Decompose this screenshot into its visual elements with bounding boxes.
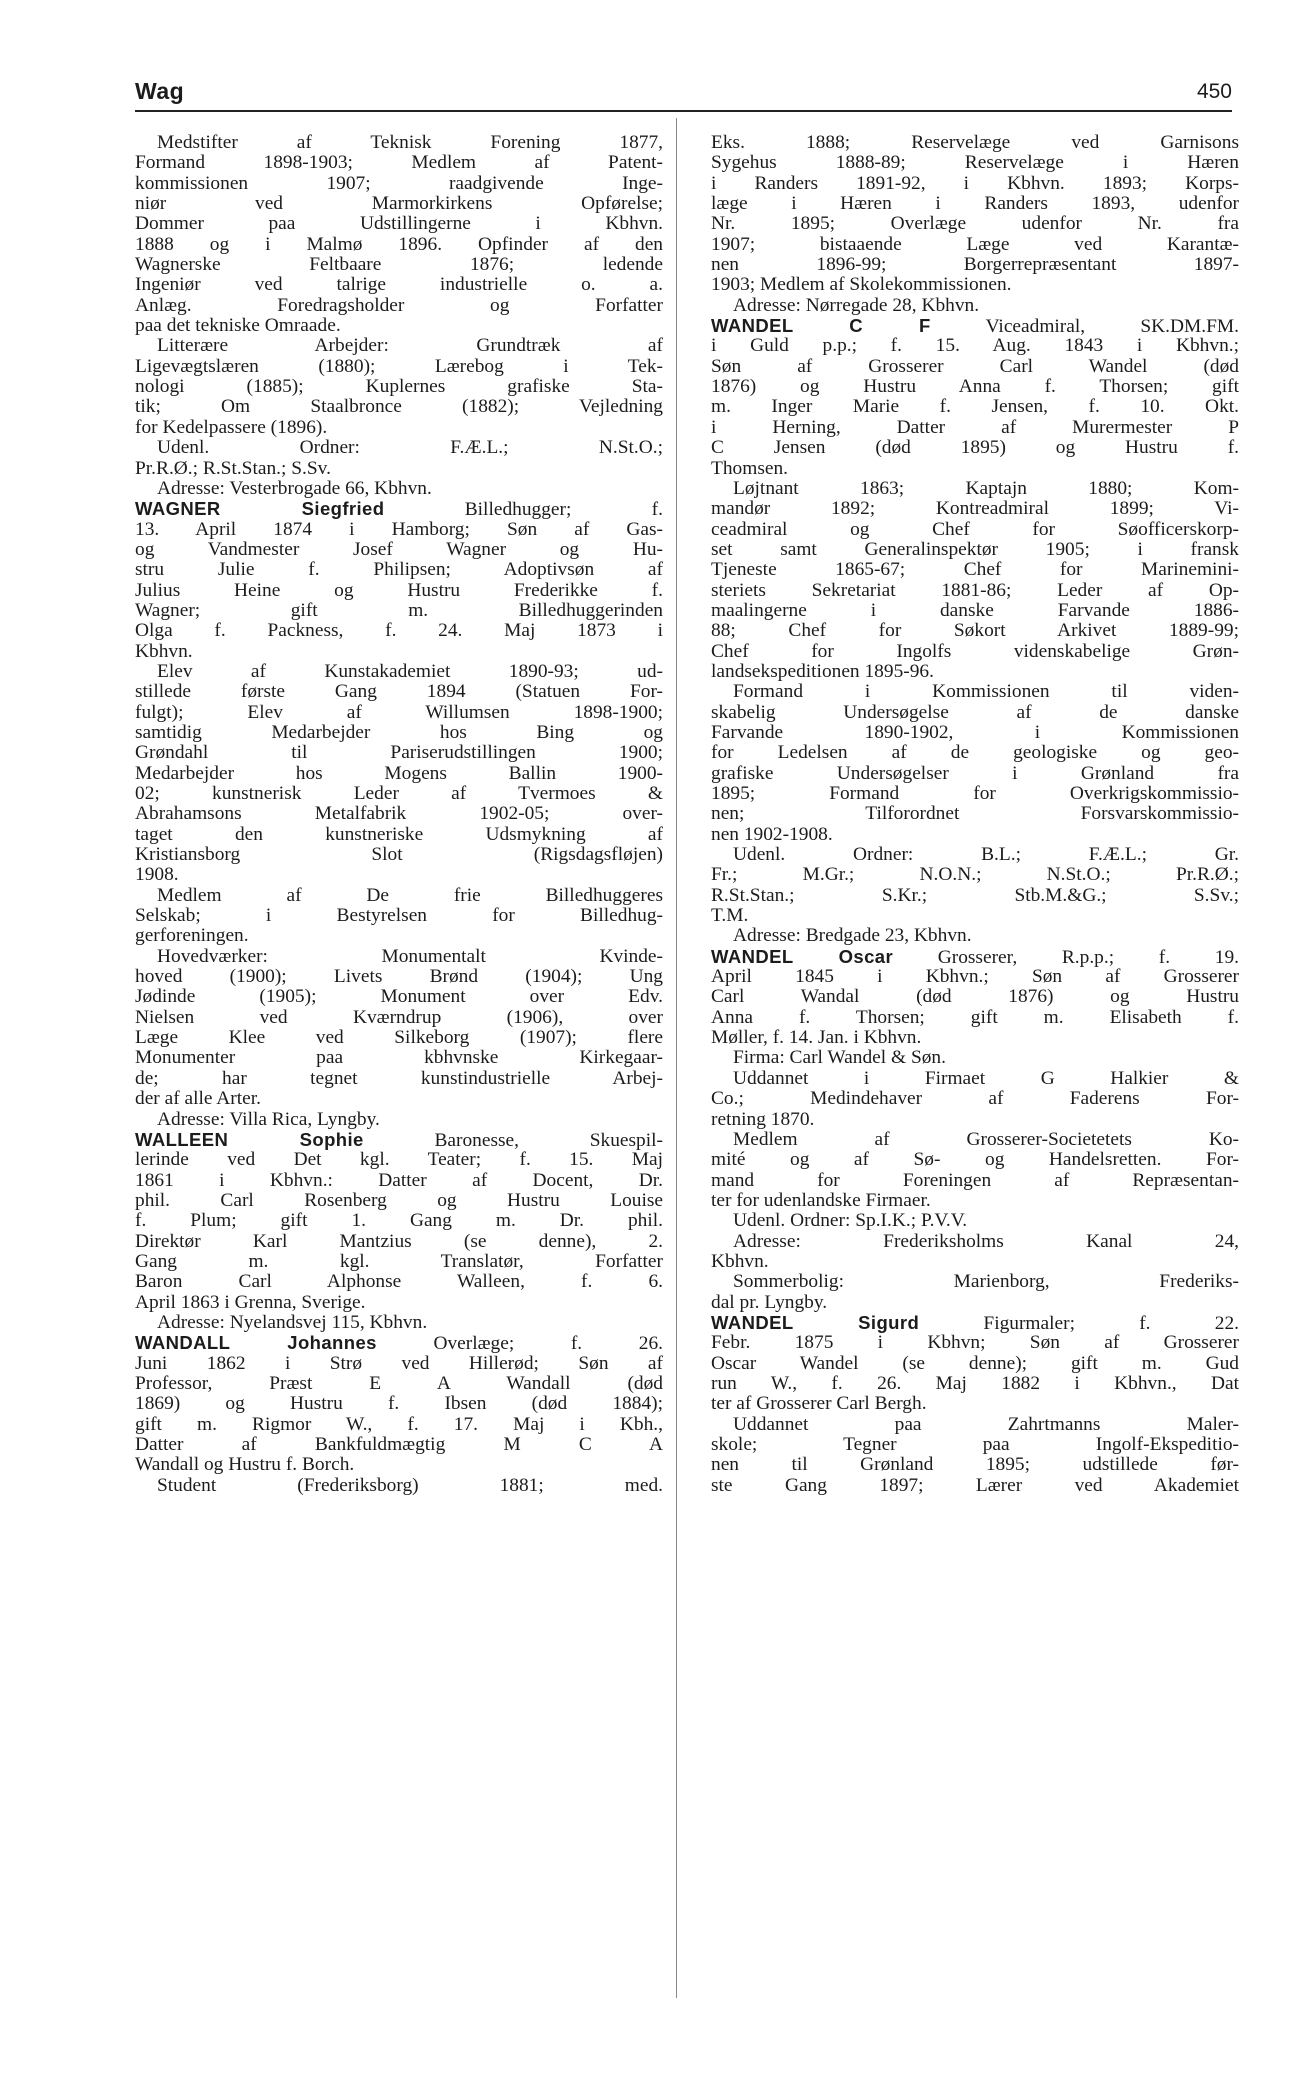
text-line	[711, 967, 1239, 987]
text-line	[711, 377, 1239, 397]
line-text: Professor, Præst E A Wandall (død	[135, 1372, 663, 1394]
text-line	[711, 1130, 1239, 1150]
text-line	[711, 540, 1239, 560]
line-text: retning 1870.	[711, 1108, 815, 1130]
line-text: steriets Sekretariat 1881-86; Leder af Op-	[711, 579, 1239, 601]
line-text: Figurmaler; f. 22.	[919, 1312, 1239, 1334]
line-text: Adresse: Nørregade 28, Kbhvn.	[733, 294, 980, 316]
text-line	[711, 235, 1239, 255]
line-text: Tjeneste 1865-67; Chef for Marinemini-	[711, 559, 1239, 581]
text-line	[135, 1293, 663, 1313]
line-text: kommissionen 1907; raadgivende Inge-	[135, 172, 663, 194]
line-text: nen 1902-1908.	[711, 823, 833, 845]
text-line	[135, 1415, 663, 1435]
line-text: Medstifter af Teknisk Forening 1877,	[157, 132, 663, 153]
text-line	[135, 1171, 663, 1191]
line-text: Student (Frederiksborg) 1881; med.	[157, 1474, 663, 1496]
entry-name: WANDEL Sigurd	[711, 1311, 920, 1333]
text-line	[135, 540, 663, 560]
line-text: Adresse: Frederiksholms Kanal 24,	[733, 1230, 1239, 1252]
text-line	[711, 1476, 1239, 1496]
text-line	[711, 621, 1239, 641]
line-text: de; har tegnet kunstindustrielle Arbej-	[135, 1067, 663, 1089]
text-line	[135, 1394, 663, 1414]
text-line	[135, 418, 663, 438]
text-line	[135, 581, 663, 601]
line-text: nologi (1885); Kuplernes grafiske Sta-	[135, 376, 663, 398]
line-text: maalingerne i danske Farvande 1886-	[711, 599, 1239, 621]
line-text: Overlæge; f. 26.	[376, 1333, 664, 1355]
line-text: Grøndahl til Pariserudstillingen 1900;	[135, 742, 663, 764]
line-text: mandør 1892; Kontreadmiral 1899; Vi-	[711, 498, 1239, 520]
text-line	[711, 865, 1239, 885]
text-line	[711, 926, 1239, 946]
text-line	[135, 377, 663, 397]
line-text: læge i Hæren i Randers 1893, udenfor	[711, 193, 1239, 215]
line-text: 1876) og Hustru Anna f. Thorsen; gift	[711, 376, 1239, 398]
entry-heading-line	[711, 1313, 1239, 1333]
text-line	[711, 784, 1239, 804]
text-line	[135, 1191, 663, 1211]
line-text: Dommer paa Udstillingerne i Kbhvn.	[135, 213, 663, 235]
text-line	[135, 214, 663, 234]
line-text: Udenl. Ordner: F.Æ.L.; N.St.O.;	[157, 437, 663, 459]
line-text: 13. April 1874 i Hamborg; Søn af Gas-	[135, 518, 663, 540]
line-text: i Herning, Datter af Murermester P	[711, 416, 1239, 438]
line-text: Carl Wandal (død 1876) og Hustru	[711, 986, 1239, 1008]
text-line	[711, 418, 1239, 438]
text-line	[135, 336, 663, 356]
text-line	[135, 703, 663, 723]
line-text: Wagnerske Feltbaare 1876; ledende	[135, 254, 663, 276]
line-text: 1895; Formand for Overkrigskommissio-	[711, 783, 1239, 804]
text-line	[135, 316, 663, 336]
line-text: i Randers 1891-92, i Kbhvn. 1893; Korps-	[711, 172, 1239, 194]
text-line	[135, 1354, 663, 1374]
text-line	[135, 845, 663, 865]
text-line	[711, 520, 1239, 540]
text-line	[711, 1028, 1239, 1048]
line-text: Uddannet i Firmaet G Halkier &	[733, 1067, 1239, 1089]
text-line	[135, 133, 663, 153]
text-line	[135, 1110, 663, 1130]
entry-heading-line	[711, 947, 1239, 967]
text-line	[711, 275, 1239, 295]
line-text: for Ledelsen af de geologiske og geo-	[711, 742, 1239, 764]
text-line	[711, 194, 1239, 214]
text-line	[711, 1069, 1239, 1089]
entry-heading-line	[711, 316, 1239, 336]
text-line	[711, 1455, 1239, 1475]
line-text: Kbhvn.	[135, 640, 193, 662]
text-line	[711, 1089, 1239, 1109]
text-line	[135, 1435, 663, 1455]
text-line	[135, 1313, 663, 1333]
text-line	[135, 397, 663, 417]
text-line	[711, 1191, 1239, 1211]
line-text: m. Inger Marie f. Jensen, f. 10. Okt.	[711, 396, 1239, 418]
line-text: Uddannet paa Zahrtmanns Maler-	[733, 1413, 1239, 1435]
text-line	[711, 804, 1239, 824]
line-text: Ingeniør ved talrige industrielle o. a.	[135, 274, 663, 296]
text-line	[135, 1232, 663, 1252]
line-text: lerinde ved Det kgl. Teater; f. 15. Maj	[135, 1149, 663, 1171]
line-text: Fr.; M.Gr.; N.O.N.; N.St.O.; Pr.R.Ø.;	[711, 864, 1239, 886]
text-line	[711, 1272, 1239, 1292]
text-line	[135, 967, 663, 987]
line-text: Jødinde (1905); Monument over Edv.	[135, 986, 663, 1008]
entry-heading-line	[135, 1130, 663, 1150]
line-text: samtidig Medarbejder hos Bing og	[135, 721, 663, 743]
line-text: Litterære Arbejder: Grundtræk af	[157, 335, 663, 357]
line-text: Olga f. Packness, f. 24. Maj 1873 i	[135, 620, 663, 642]
left-column	[135, 133, 663, 1496]
line-text: Julius Heine og Hustru Frederikke f.	[135, 579, 663, 601]
text-line	[711, 296, 1239, 316]
line-text: gerforeningen.	[135, 925, 249, 947]
line-text: Viceadmiral, SK.DM.FM.	[930, 316, 1239, 338]
line-text: stru Julie f. Philipsen; Adoptivsøn af	[135, 559, 663, 581]
line-text: Gang m. kgl. Translatør, Forfatter	[135, 1250, 663, 1272]
text-line	[135, 886, 663, 906]
page-number: 450	[1196, 80, 1232, 103]
line-text: Formand i Kommissionen til viden-	[733, 681, 1239, 703]
text-line	[711, 1415, 1239, 1435]
text-line	[711, 1354, 1239, 1374]
text-line	[711, 1048, 1239, 1068]
line-text: Sommerbolig: Marienborg, Frederiks-	[733, 1271, 1239, 1293]
text-line	[711, 336, 1239, 356]
text-line	[135, 153, 663, 173]
line-text: C Jensen (død 1895) og Hustru f.	[711, 437, 1239, 459]
entry-name: WANDALL Johannes	[135, 1332, 377, 1354]
text-line	[135, 825, 663, 845]
line-text: landsekspeditionen 1895-96.	[711, 660, 934, 682]
text-line	[135, 926, 663, 946]
line-text: skabelig Undersøgelse af de danske	[711, 701, 1239, 723]
text-line	[135, 1069, 663, 1089]
text-line	[711, 153, 1239, 173]
line-text: ter af Grosserer Carl Bergh.	[711, 1393, 927, 1415]
line-text: Adresse: Nyelandsvej 115, Kbhvn.	[157, 1311, 428, 1333]
text-line	[711, 845, 1239, 865]
text-line	[711, 743, 1239, 763]
line-text: Oscar Wandel (se denne); gift m. Gud	[711, 1352, 1239, 1374]
line-text: 1903; Medlem af Skolekommissionen.	[711, 274, 1012, 296]
line-text: hoved (1900); Livets Brønd (1904); Ung	[135, 966, 663, 988]
text-line	[711, 1374, 1239, 1394]
line-text: ter for udenlandske Firmaer.	[711, 1189, 931, 1211]
line-text: phil. Carl Rosenberg og Hustru Louise	[135, 1189, 663, 1211]
text-line	[711, 1333, 1239, 1353]
text-line	[135, 601, 663, 621]
line-text: gift m. Rigmor W., f. 17. Maj i Kbh.,	[135, 1413, 663, 1435]
line-text: nen 1896-99; Borgerrepræsentant 1897-	[711, 254, 1239, 276]
text-line	[135, 275, 663, 295]
text-line	[135, 459, 663, 479]
line-text: mité og af Sø- og Handelsretten. For-	[711, 1149, 1239, 1171]
text-line	[135, 1048, 663, 1068]
text-line	[135, 520, 663, 540]
entry-heading-line	[135, 499, 663, 519]
line-text: Thomsen.	[711, 457, 789, 479]
text-line	[135, 906, 663, 926]
text-line	[135, 1374, 663, 1394]
entry-name: WANDEL C F	[711, 315, 931, 337]
line-text: Co.; Medindehaver af Faderens For-	[711, 1088, 1239, 1110]
line-text: ste Gang 1897; Lærer ved Akademiet	[711, 1474, 1239, 1496]
line-text: mand for Foreningen af Repræsentan-	[711, 1169, 1239, 1191]
line-text: 88; Chef for Søkort Arkivet 1889-99;	[711, 620, 1239, 642]
line-text: Kbhvn.	[711, 1250, 769, 1272]
text-line	[711, 764, 1239, 784]
header-rule	[135, 110, 1232, 112]
line-text: paa det tekniske Omraade.	[135, 315, 341, 337]
running-header	[135, 78, 1232, 112]
line-text: f. Plum; gift 1. Gang m. Dr. phil.	[135, 1210, 663, 1232]
line-text: Eks. 1888; Reservelæge ved Garnisons	[711, 132, 1239, 153]
line-text: Juni 1862 i Strø ved Hillerød; Søn af	[135, 1352, 663, 1374]
text-line	[711, 1008, 1239, 1028]
line-text: Wagner; gift m. Billedhuggerinden	[135, 599, 663, 621]
line-text: Nr. 1895; Overlæge udenfor Nr. fra	[711, 213, 1239, 235]
line-text: Farvande 1890-1902, i Kommissionen	[711, 721, 1239, 743]
text-line	[711, 987, 1239, 1007]
line-text: Adresse: Villa Rica, Lyngby.	[157, 1108, 380, 1130]
text-line	[711, 1252, 1239, 1272]
text-line	[135, 1028, 663, 1048]
line-text: Adresse: Bredgade 23, Kbhvn.	[733, 925, 972, 947]
line-text: nen til Grønland 1895; udstillede før-	[711, 1454, 1239, 1476]
text-line	[135, 255, 663, 275]
line-text: Adresse: Vesterbrogade 66, Kbhvn.	[157, 477, 432, 499]
text-line	[135, 1150, 663, 1170]
text-line	[711, 703, 1239, 723]
text-line	[135, 865, 663, 885]
text-line	[711, 499, 1239, 519]
line-text: fulgt); Elev af Willumsen 1898-1900;	[135, 701, 663, 723]
text-line	[711, 601, 1239, 621]
text-line	[711, 397, 1239, 417]
line-text: 1908.	[135, 864, 179, 886]
line-text: taget den kunstneriske Udsmykning af	[135, 823, 663, 845]
line-text: stillede første Gang 1894 (Statuen For-	[135, 681, 663, 703]
text-line	[135, 723, 663, 743]
line-text: 02; kunstnerisk Leder af Tvermoes &	[135, 783, 663, 804]
line-text: Firma: Carl Wandel & Søn.	[733, 1047, 946, 1069]
line-text: der af alle Arter.	[135, 1088, 261, 1110]
line-text: Søn af Grosserer Carl Wandel (død	[711, 355, 1239, 377]
line-text: Febr. 1875 i Kbhvn; Søn af Grosserer	[711, 1332, 1239, 1354]
line-text: 1888 og i Malmø 1896. Opfinder af den	[135, 233, 663, 255]
line-text: 1861 i Kbhvn.: Datter af Docent, Dr.	[135, 1169, 663, 1191]
text-line	[711, 1293, 1239, 1313]
line-text: dal pr. Lyngby.	[711, 1291, 828, 1313]
entry-name: WANDEL Oscar	[711, 945, 894, 967]
line-text: Hovedværker: Monumentalt Kvinde-	[157, 945, 663, 967]
text-line	[711, 459, 1239, 479]
entry-heading-line	[135, 1333, 663, 1353]
line-text: Anna f. Thorsen; gift m. Elisabeth f.	[711, 1006, 1239, 1028]
text-line	[135, 296, 663, 316]
line-text: Medlem af De frie Billedhuggeres	[157, 884, 663, 906]
text-line	[711, 133, 1239, 153]
line-text: Direktør Karl Mantzius (se denne), 2.	[135, 1230, 663, 1252]
text-line	[135, 662, 663, 682]
text-line	[135, 194, 663, 214]
line-text: Kristiansborg Slot (Rigsdagsfløjen)	[135, 844, 663, 866]
entry-name: WAGNER Siegfried	[135, 498, 385, 520]
line-text: Monumenter paa kbhvnske Kirkegaar-	[135, 1047, 663, 1069]
text-line	[135, 1252, 663, 1272]
text-line	[135, 1476, 663, 1496]
text-line	[711, 682, 1239, 702]
text-line	[135, 479, 663, 499]
text-line	[711, 1232, 1239, 1252]
line-text: Baronesse, Skuespil-	[363, 1129, 663, 1151]
text-line	[711, 906, 1239, 926]
line-text: April 1863 i Grenna, Sverige.	[135, 1291, 366, 1313]
text-line	[711, 662, 1239, 682]
text-line	[711, 560, 1239, 580]
line-text: grafiske Undersøgelser i Grønland fra	[711, 762, 1239, 784]
text-line	[711, 174, 1239, 194]
line-text: T.M.	[711, 905, 749, 927]
text-line	[135, 560, 663, 580]
text-line	[135, 438, 663, 458]
text-line	[711, 1171, 1239, 1191]
line-text: Formand 1898-1903; Medlem af Patent-	[135, 152, 663, 174]
line-text: 1869) og Hustru f. Ibsen (død 1884);	[135, 1393, 663, 1415]
text-line	[135, 235, 663, 255]
text-line	[711, 581, 1239, 601]
line-text: Medarbejder hos Mogens Ballin 1900-	[135, 762, 663, 784]
running-head: Wag	[135, 78, 185, 104]
text-line	[711, 723, 1239, 743]
text-line	[711, 438, 1239, 458]
line-text: set samt Generalinspektør 1905; i fransk	[711, 538, 1239, 560]
line-text: Løjtnant 1863; Kaptajn 1880; Kom-	[733, 477, 1239, 499]
line-text: Elev af Kunstakademiet 1890-93; ud-	[157, 660, 663, 682]
text-line	[135, 743, 663, 763]
text-line	[711, 1150, 1239, 1170]
line-text: Chef for Ingolfs videnskabelige Grøn-	[711, 640, 1239, 662]
line-text: nen; Tilforordnet Forsvarskommissio-	[711, 803, 1239, 825]
line-text: Abrahamsons Metalfabrik 1902-05; over-	[135, 803, 663, 825]
text-line	[135, 642, 663, 662]
text-line	[135, 357, 663, 377]
line-text: Grosserer, R.p.p.; f. 19.	[893, 946, 1239, 968]
text-line	[711, 1435, 1239, 1455]
line-text: i Guld p.p.; f. 15. Aug. 1843 i Kbhvn.;	[711, 335, 1239, 357]
text-line	[711, 357, 1239, 377]
line-text: Wandall og Hustru f. Borch.	[135, 1454, 355, 1476]
line-text: Udenl. Ordner: Sp.I.K.; P.V.V.	[733, 1210, 968, 1232]
text-line	[711, 1211, 1239, 1231]
text-line	[135, 621, 663, 641]
text-line	[135, 1089, 663, 1109]
line-text: Læge Klee ved Silkeborg (1907); flere	[135, 1027, 663, 1049]
line-text: Datter af Bankfuldmægtig M C A	[135, 1434, 663, 1455]
text-line	[711, 886, 1239, 906]
line-text: Møller, f. 14. Jan. i Kbhvn.	[711, 1027, 922, 1049]
line-text: Sygehus 1888-89; Reservelæge i Hæren	[711, 152, 1239, 174]
text-line	[135, 1211, 663, 1231]
line-text: Ligevægtslæren (1880); Lærebog i Tek-	[135, 355, 663, 377]
text-line	[135, 1272, 663, 1292]
line-text: Selskab; i Bestyrelsen for Billedhug-	[135, 905, 663, 927]
line-text: April 1845 i Kbhvn.; Søn af Grosserer	[711, 966, 1239, 988]
text-line	[135, 174, 663, 194]
text-line	[711, 825, 1239, 845]
line-text: Nielsen ved Kværndrup (1906), over	[135, 1006, 663, 1028]
text-line	[135, 682, 663, 702]
line-text: R.St.Stan.; S.Kr.; Stb.M.&G.; S.Sv.;	[711, 884, 1239, 906]
line-text: Udenl. Ordner: B.L.; F.Æ.L.; Gr.	[733, 844, 1239, 866]
line-text: og Vandmester Josef Wagner og Hu-	[135, 538, 663, 560]
text-line	[711, 255, 1239, 275]
line-text: 1907; bistaaende Læge ved Karantæ-	[711, 233, 1239, 255]
line-text: for Kedelpassere (1896).	[135, 416, 328, 438]
line-text: Medlem af Grosserer-Societetets Ko-	[733, 1128, 1239, 1150]
line-text: tik; Om Staalbronce (1882); Vejledning	[135, 396, 663, 418]
text-line	[711, 479, 1239, 499]
line-text: Billedhugger; f.	[384, 499, 663, 521]
text-line	[711, 642, 1239, 662]
line-text: Anlæg. Foredragsholder og Forfatter	[135, 294, 663, 316]
text-line	[135, 804, 663, 824]
line-text: niør ved Marmorkirkens Opførelse;	[135, 193, 663, 215]
column-divider	[676, 118, 677, 1998]
text-line	[135, 784, 663, 804]
text-line	[135, 947, 663, 967]
text-line	[135, 764, 663, 784]
entry-name: WALLEEN Sophie	[135, 1128, 364, 1150]
line-text: Baron Carl Alphonse Walleen, f. 6.	[135, 1271, 663, 1293]
line-text: skole; Tegner paa Ingolf-Ekspeditio-	[711, 1434, 1239, 1455]
text-line	[711, 1394, 1239, 1414]
right-column	[711, 133, 1239, 1496]
line-text: ceadmiral og Chef for Søofficerskorp-	[711, 518, 1239, 540]
line-text: Pr.R.Ø.; R.St.Stan.; S.Sv.	[135, 457, 331, 479]
text-line	[135, 1008, 663, 1028]
text-line	[135, 1455, 663, 1475]
text-line	[711, 1110, 1239, 1130]
text-line	[135, 987, 663, 1007]
line-text: run W., f. 26. Maj 1882 i Kbhvn., Dat	[711, 1372, 1239, 1394]
text-line	[711, 214, 1239, 234]
